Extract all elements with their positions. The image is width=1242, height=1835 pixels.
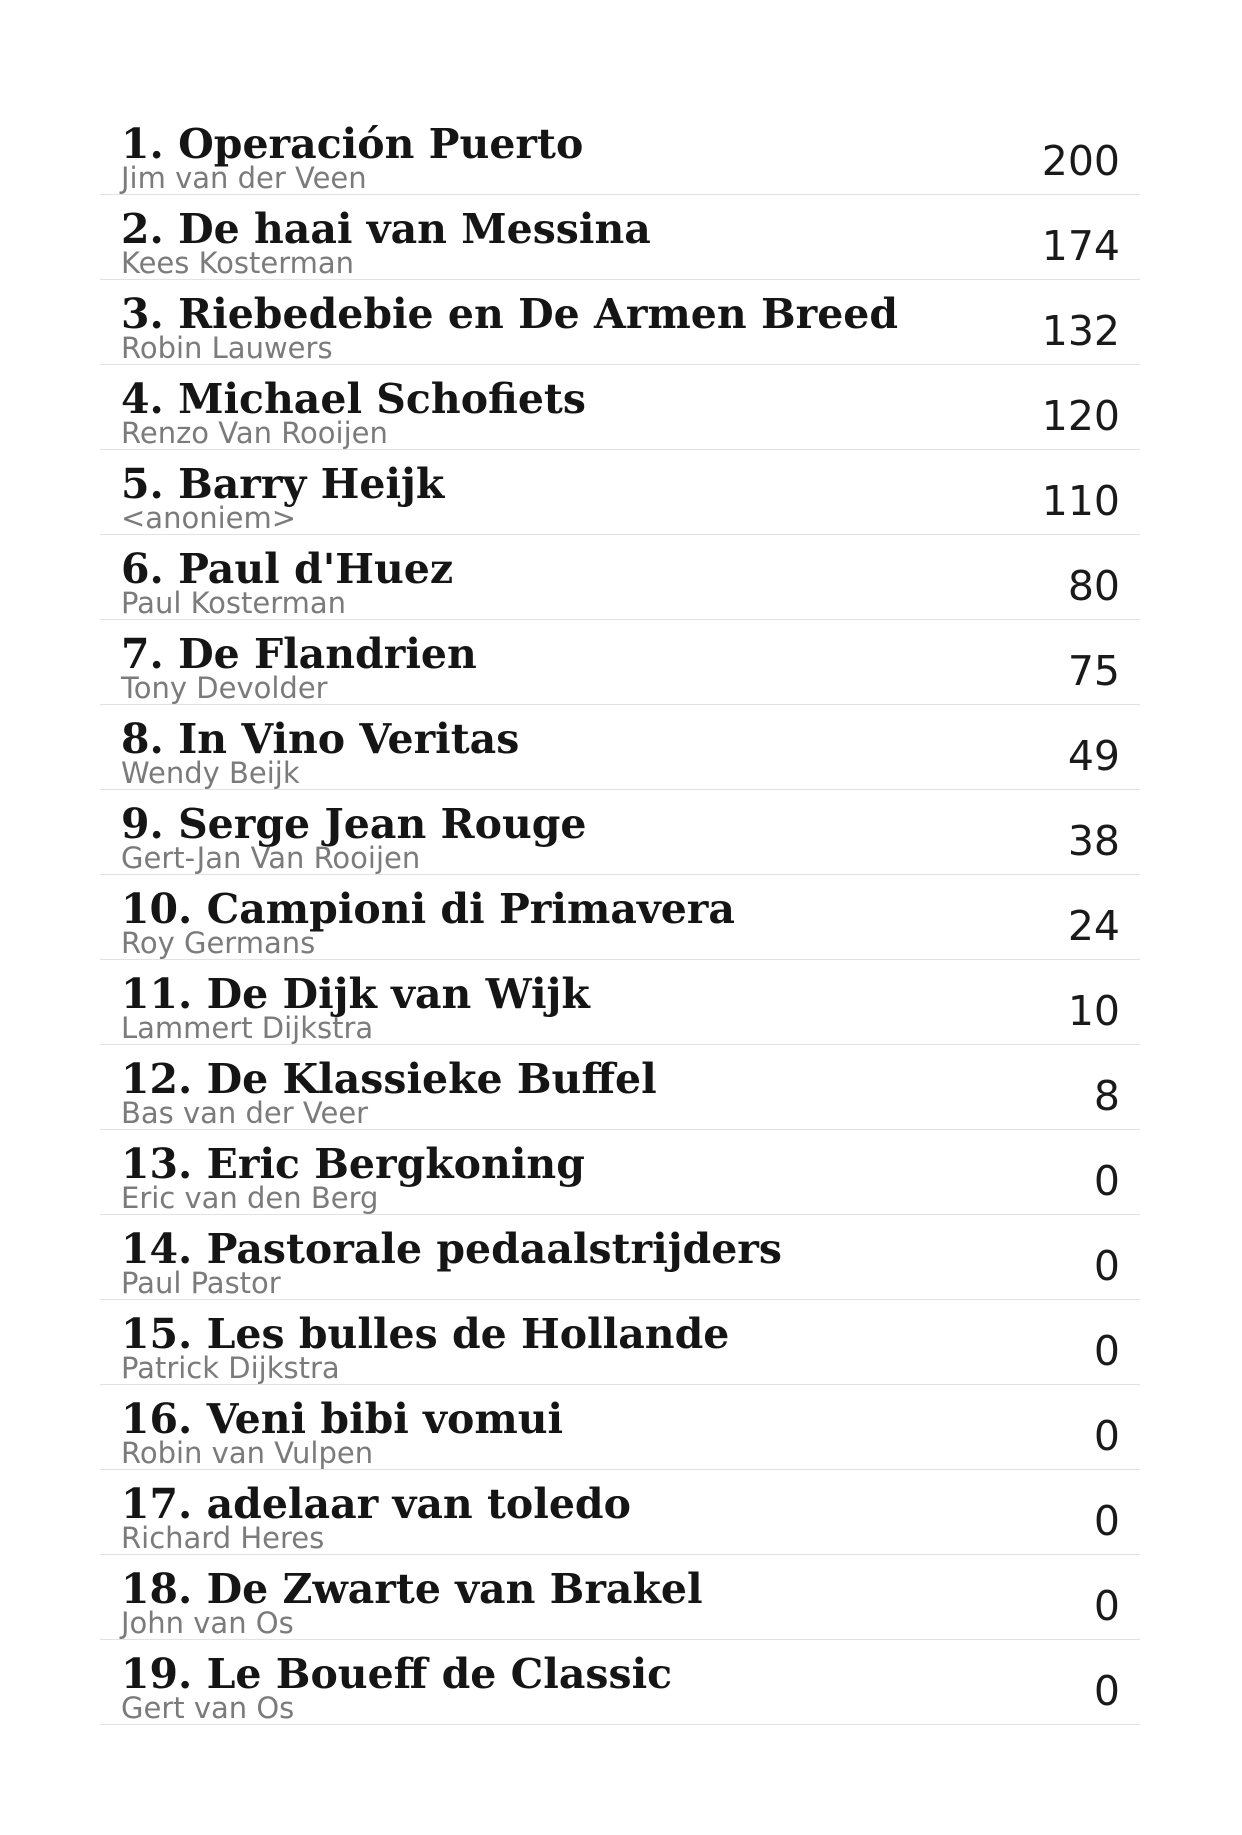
owner-name: Robin van Vulpen [121,1436,374,1470]
team-name: 17. adelaar van toledo [121,1480,631,1528]
team-name: 1. Operación Puerto [121,120,584,168]
team-points: 49 [1067,732,1120,780]
list-item[interactable] [100,535,1140,620]
owner-name: Wendy Beijk [121,756,300,790]
team-name: 7. De Flandrien [121,630,477,678]
ranking-list [100,110,1140,1725]
team-points: 110 [1041,477,1120,525]
list-item[interactable] [100,110,1140,195]
team-name: 4. Michael Schofiets [121,375,586,423]
list-item[interactable] [100,280,1140,365]
team-points: 80 [1067,562,1120,610]
team-points: 38 [1067,817,1120,865]
owner-name: Patrick Dijkstra [121,1351,340,1385]
team-points: 200 [1041,137,1120,185]
team-name: 18. De Zwarte van Brakel [121,1565,703,1613]
owner-name: Lammert Dijkstra [121,1011,374,1045]
team-points: 0 [1093,1242,1120,1290]
team-points: 10 [1067,987,1120,1035]
owner-name: <anoniem> [121,501,297,535]
owner-name: Renzo Van Rooijen [121,416,388,450]
team-points: 0 [1093,1157,1120,1205]
team-name: 3. Riebedebie en De Armen Breed [121,290,899,338]
list-item[interactable] [100,1385,1140,1470]
team-points: 0 [1093,1412,1120,1460]
team-points: 0 [1093,1667,1120,1715]
list-item[interactable] [100,365,1140,450]
list-item[interactable] [100,1215,1140,1300]
team-name: 11. De Dijk van Wijk [121,970,590,1018]
team-points: 24 [1067,902,1120,950]
list-item[interactable] [100,875,1140,960]
team-name: 19. Le Boueff de Classic [121,1650,673,1698]
list-item[interactable] [100,1555,1140,1640]
team-name: 5. Barry Heijk [121,460,445,508]
owner-name: Gert van Os [121,1691,295,1725]
team-points: 0 [1093,1582,1120,1630]
team-name: 6. Paul d'Huez [121,545,454,593]
team-points: 8 [1093,1072,1120,1120]
owner-name: Paul Kosterman [121,586,347,620]
owner-name: Gert-Jan Van Rooijen [121,841,421,875]
team-points: 174 [1041,222,1120,270]
list-item[interactable] [100,1045,1140,1130]
list-item[interactable] [100,1470,1140,1555]
team-name: 13. Eric Bergkoning [121,1140,585,1188]
list-item[interactable] [100,195,1140,280]
team-name: 10. Campioni di Primavera [121,885,735,933]
team-name: 14. Pastorale pedaalstrijders [121,1225,782,1273]
team-points: 120 [1041,392,1120,440]
owner-name: Bas van der Veer [121,1096,369,1130]
team-name: 8. In Vino Veritas [121,715,520,763]
list-item[interactable] [100,1300,1140,1385]
list-item[interactable] [100,790,1140,875]
owner-name: Robin Lauwers [121,331,333,365]
owner-name: Paul Pastor [121,1266,281,1300]
team-name: 15. Les bulles de Hollande [121,1310,730,1358]
list-item[interactable] [100,705,1140,790]
team-name: 9. Serge Jean Rouge [121,800,587,848]
list-item[interactable] [100,1130,1140,1215]
list-item[interactable] [100,1640,1140,1725]
team-points: 0 [1093,1327,1120,1375]
team-name: 16. Veni bibi vomui [121,1395,564,1443]
team-points: 75 [1067,647,1120,695]
list-item[interactable] [100,620,1140,705]
owner-name: Eric van den Berg [121,1181,379,1215]
team-name: 2. De haai van Messina [121,205,651,253]
team-points: 0 [1093,1497,1120,1545]
owner-name: Richard Heres [121,1521,325,1555]
list-item[interactable] [100,450,1140,535]
list-item[interactable] [100,960,1140,1045]
owner-name: John van Os [121,1606,294,1640]
owner-name: Jim van der Veen [121,161,367,195]
owner-name: Kees Kosterman [121,246,355,280]
team-points: 132 [1041,307,1120,355]
team-name: 12. De Klassieke Buffel [121,1055,657,1103]
owner-name: Roy Germans [121,926,316,960]
owner-name: Tony Devolder [121,671,328,705]
